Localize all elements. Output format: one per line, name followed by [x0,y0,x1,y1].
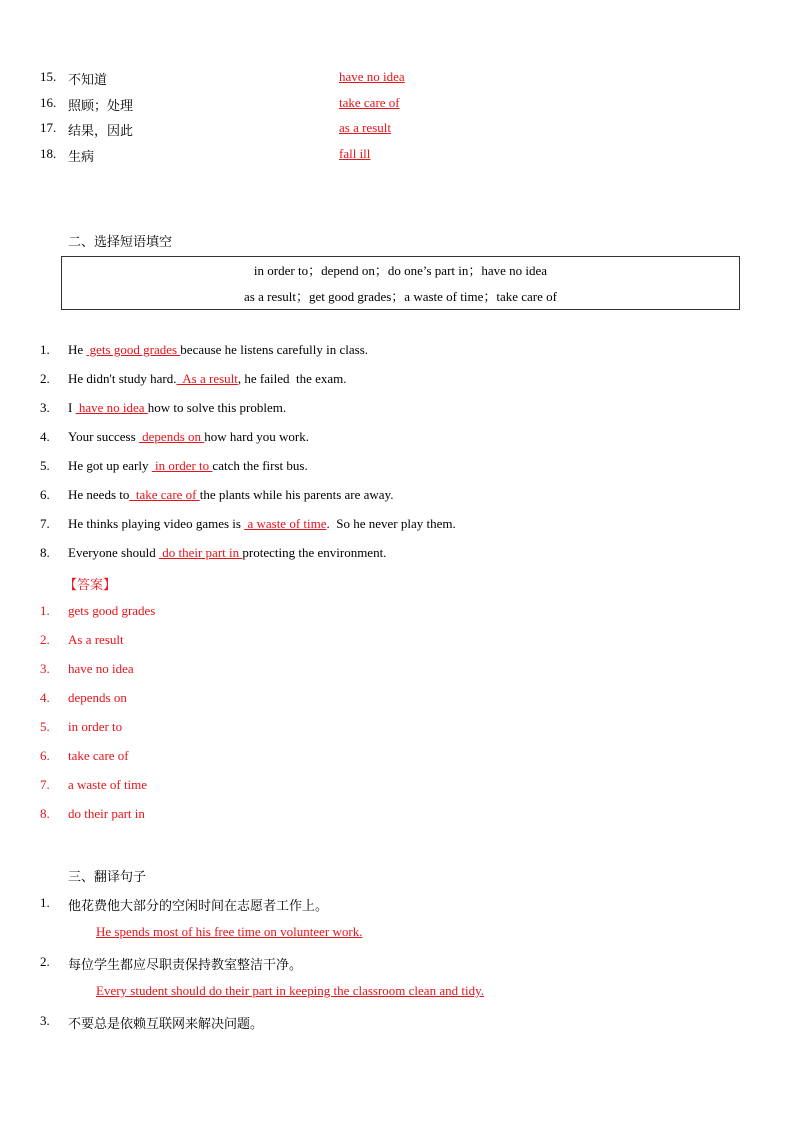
answer-text: gets good grades [68,603,156,618]
translation-row [0,1013,800,1033]
question-text: the plants while his parents are away. [199,487,394,502]
question-row [0,400,800,420]
answer-number: 2. [40,632,50,647]
chinese-sentence: 每位学生都应尽职责保持教室整洁干净。 [68,957,303,972]
chinese-term: 生病 [68,149,95,164]
answer-number: 1. [40,603,50,618]
answer-row [0,748,800,768]
question-text: He thinks playing video games is [68,516,245,531]
chinese-sentence: 他花费他大部分的空闲时间在志愿者工作上。 [68,898,329,913]
translation-row [0,954,800,974]
answer-number: 3. [40,661,50,676]
question-row [0,429,800,449]
section-heading: 二、选择短语填空 [68,234,173,249]
answer-text: depends on [68,690,127,705]
phrase-box-line: as a result；get good grades；a waste of time；take care of [244,289,557,304]
answer-text: do their part in [68,806,145,821]
phrase-box [61,256,740,310]
filled-answer: have no idea [75,400,148,415]
answer-row [0,690,800,710]
answer-text: a waste of time [68,777,148,792]
question-text: He didn't study hard. [68,371,177,386]
question-text: , he failed the exam. [237,371,347,386]
answer-number: 8. [40,806,50,821]
english-phrase: take care of [339,95,400,110]
answer-row [0,632,800,652]
question-text: because he listens carefully in class. [180,342,369,357]
answer-row [0,806,800,826]
filled-answer: As a result [176,371,238,386]
filled-answer: gets good grades [86,342,181,357]
answer-number: 7. [40,777,50,792]
vocab-row [0,69,800,89]
question-text: He needs to [68,487,130,502]
question-text: He got up early [68,458,152,473]
question-row [0,487,800,507]
chinese-term: 照顾；处理 [68,98,134,113]
chinese-term: 不知道 [68,72,108,87]
chinese-sentence: 不要总是依赖互联网来解决问题。 [68,1016,264,1031]
section-heading: 三、翻译句子 [68,869,147,884]
translation-number: 2. [40,954,50,969]
question-text: how hard you work. [204,429,309,444]
question-number: 3. [40,400,50,415]
filled-answer: depends on [138,429,205,444]
english-translation: Every student should do their part in keeping the classroom clean and tidy. [96,983,484,998]
vocab-row [0,95,800,115]
question-text: He [68,342,87,357]
answer-number: 4. [40,690,50,705]
question-number: 1. [40,342,50,357]
answer-row [0,661,800,681]
english-translation: He spends most of his free time on volunteer work. [96,924,363,939]
item-number: 15. [40,69,57,84]
item-number: 16. [40,95,57,110]
question-row [0,516,800,536]
filled-answer: take care of [129,487,200,502]
translation-number: 1. [40,895,50,910]
chinese-term: 结果，因此 [68,123,134,138]
item-number: 17. [40,120,57,135]
filled-answer: a waste of time [244,516,327,531]
answers-label: 【答案】 [64,577,117,592]
question-number: 2. [40,371,50,386]
question-number: 4. [40,429,50,444]
question-number: 5. [40,458,50,473]
question-text: Everyone should [68,545,159,560]
answer-text: in order to [68,719,123,734]
answer-text: As a result [68,632,124,647]
english-phrase: fall ill [339,146,371,161]
question-number: 7. [40,516,50,531]
question-number: 8. [40,545,50,560]
question-text: I [68,400,76,415]
phrase-box-line: in order to；depend on；do one’s part in；have no idea [253,263,548,278]
answer-text: take care of [68,748,129,763]
question-text: catch the first bus. [212,458,308,473]
question-text: how to solve this problem. [147,400,287,415]
english-phrase: have no idea [339,69,405,84]
question-row [0,342,800,362]
answer-row [0,719,800,739]
translation-number: 3. [40,1013,50,1028]
question-number: 6. [40,487,50,502]
question-row [0,545,800,565]
question-text: Your success [68,429,139,444]
answer-row [0,777,800,797]
answer-number: 6. [40,748,50,763]
filled-answer: do their part in [158,545,243,560]
answer-row [0,603,800,623]
answer-number: 5. [40,719,50,734]
vocab-row [0,120,800,140]
question-text: protecting the environment. [242,545,387,560]
question-row [0,371,800,391]
answer-text: have no idea [68,661,134,676]
filled-answer: in order to [151,458,213,473]
question-row [0,458,800,478]
question-text: . So he never play them. [326,516,456,531]
english-phrase: as a result [339,120,391,135]
vocab-row [0,146,800,166]
item-number: 18. [40,146,57,161]
translation-row [0,895,800,915]
